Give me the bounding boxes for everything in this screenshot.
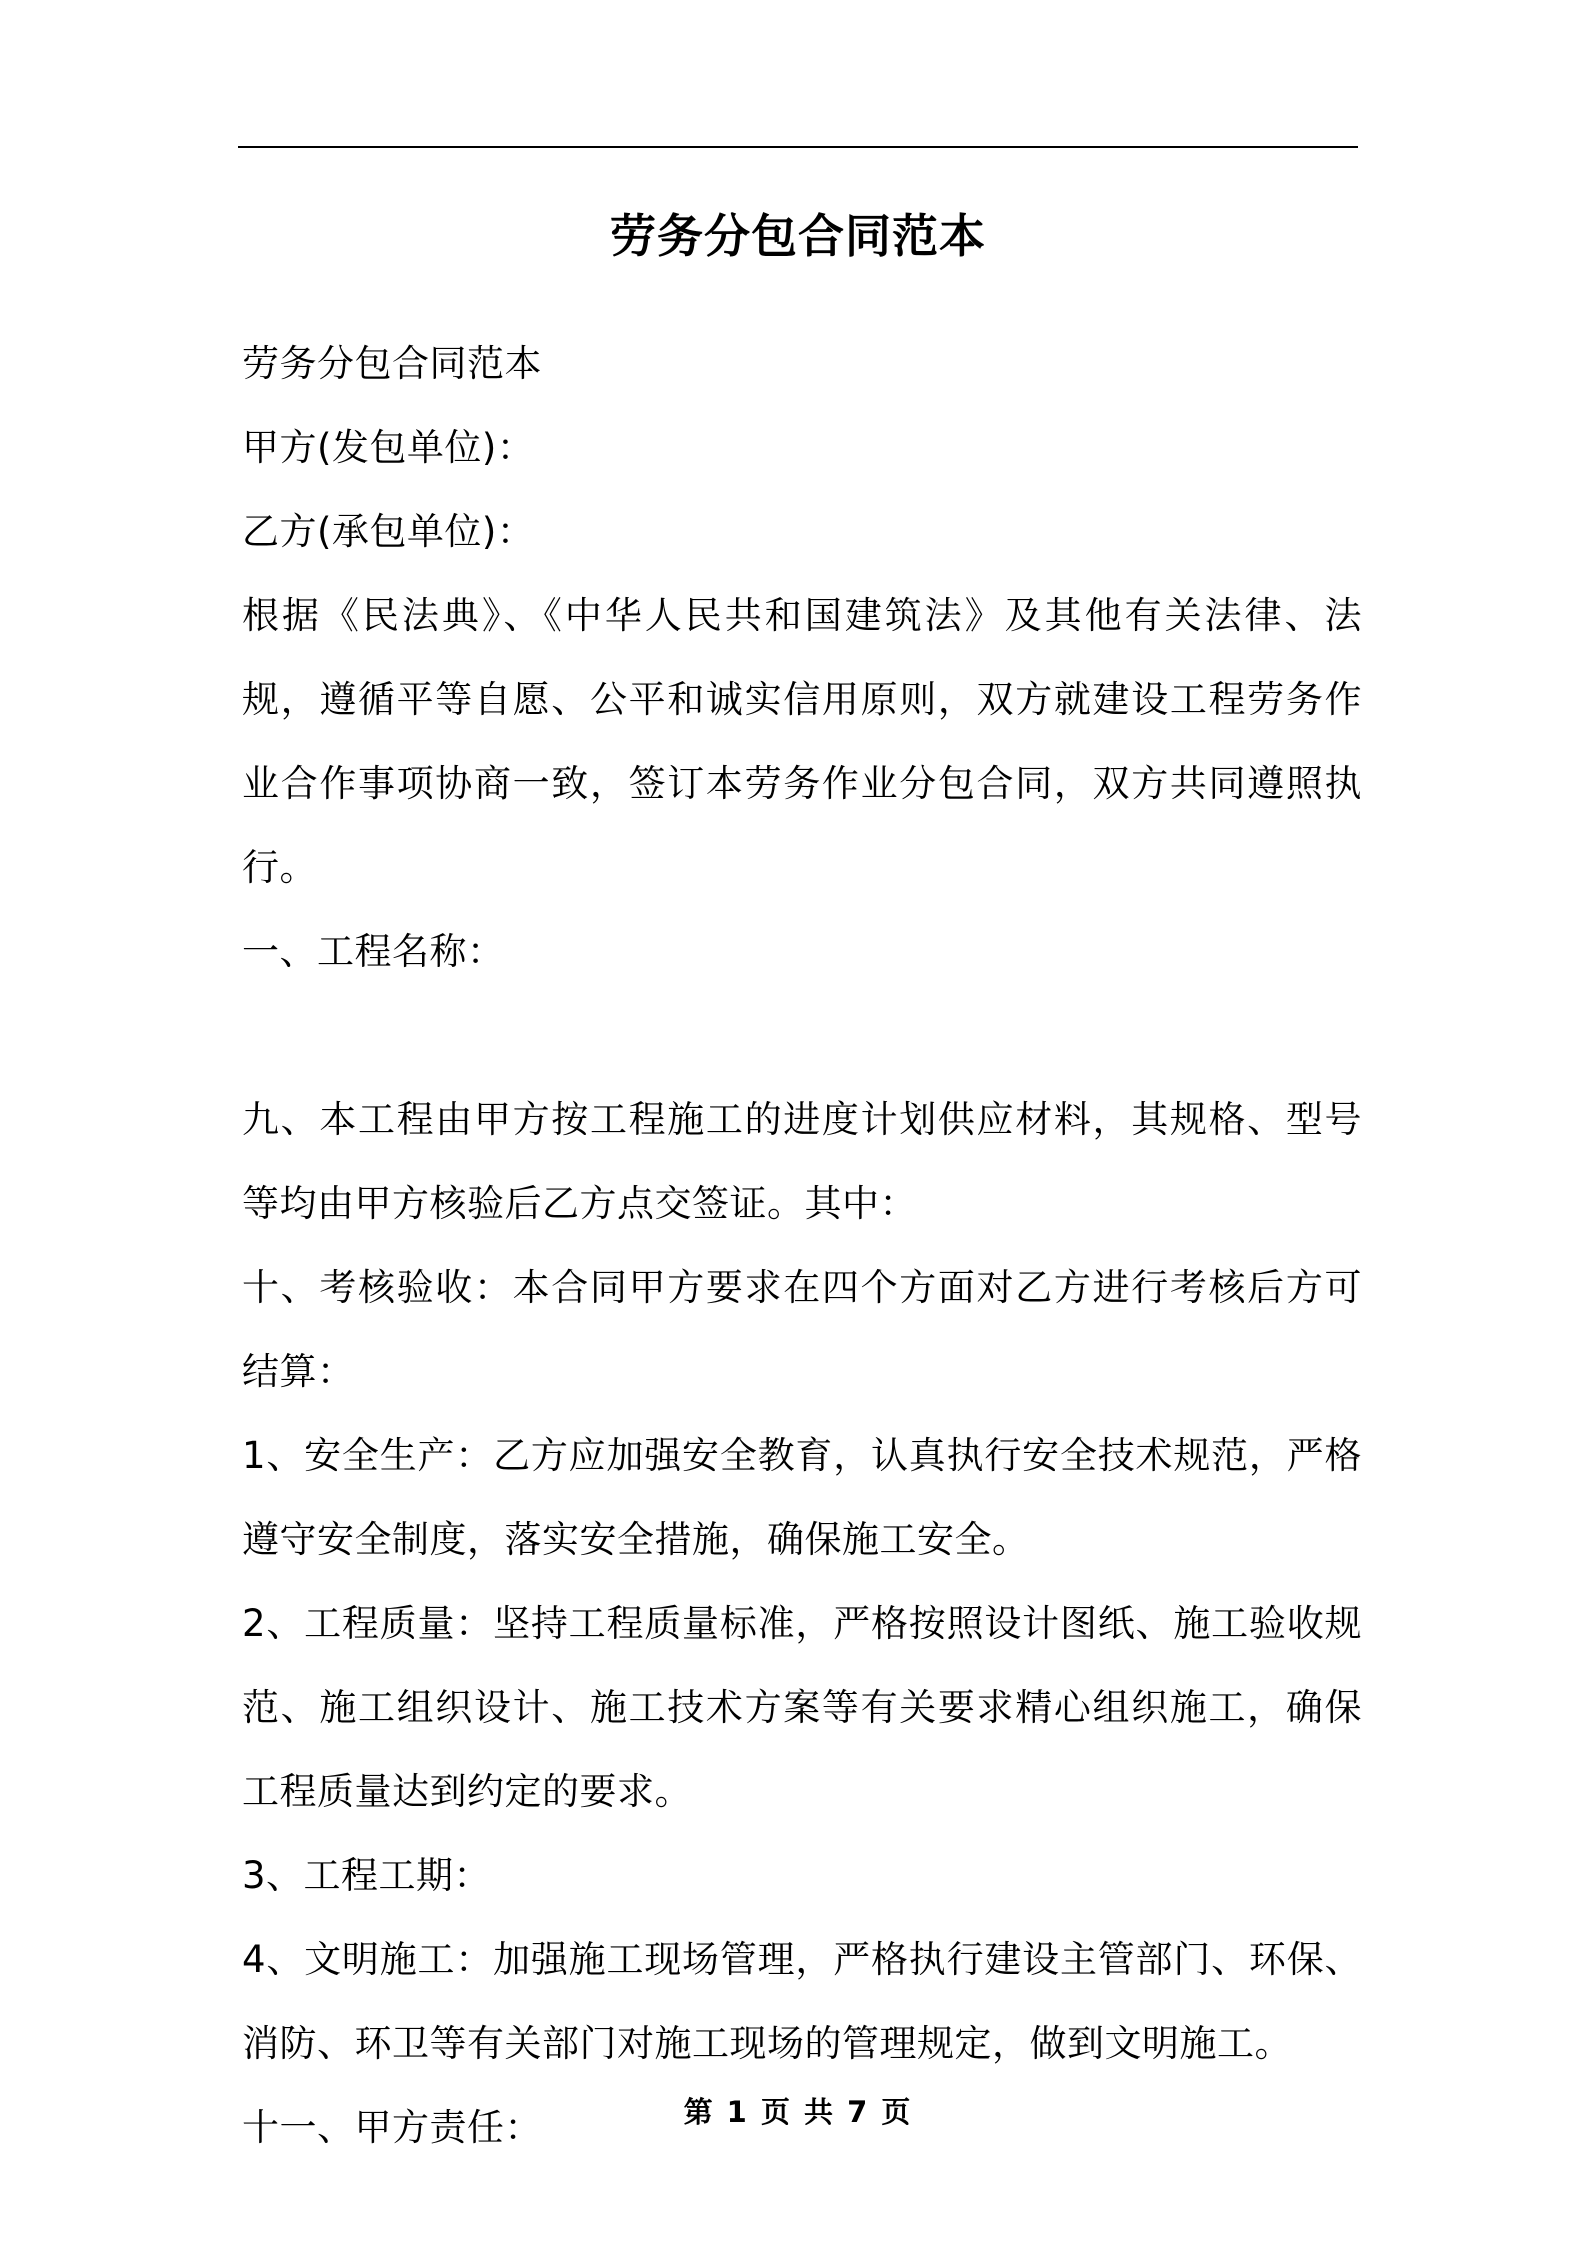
paragraph-section-11: 十一、甲方责任： bbox=[242, 2106, 542, 2149]
paragraph-section-10: 十、考核验收：本合同甲方要求在四个方面对乙方进行考核后方可结算： bbox=[242, 1266, 1362, 1393]
blank-gap bbox=[242, 994, 1362, 1078]
paragraph-subtitle: 劳务分包合同范本 bbox=[242, 342, 542, 385]
document-body bbox=[242, 322, 1362, 2170]
paragraph-section-9: 九、本工程由甲方按工程施工的进度计划供应材料，其规格、型号等均由甲方核验后乙方点交签证。其中： bbox=[242, 1098, 1362, 1225]
paragraph-preamble: 根据《民法典》、《中华人民共和国建筑法》及其他有关法律、法规，遵循平等自愿、公平和诚实信用原则，双方就建设工程劳务作业合作事项协商一致，签订本劳务作业分包合同，双方共同遵照执行。 bbox=[242, 594, 1362, 889]
paragraph-item-3-schedule: 3、工程工期： bbox=[242, 1854, 492, 1897]
paragraph-section-1: 一、工程名称： bbox=[242, 930, 505, 973]
page-number-footer: 第 1 页 共 7 页 bbox=[683, 2095, 913, 2129]
paragraph-party-a: 甲方(发包单位)： bbox=[242, 426, 535, 469]
paragraph-party-b: 乙方(承包单位)： bbox=[242, 510, 535, 553]
paragraph-item-1-safety: 1、安全生产：乙方应加强安全教育，认真执行安全技术规范，严格遵守安全制度，落实安全措施，确保施工安全。 bbox=[242, 1434, 1362, 1561]
paragraph-item-4-civilized: 4、文明施工：加强施工现场管理，严格执行建设主管部门、环保、消防、环卫等有关部门对施工现场的管理规定，做到文明施工。 bbox=[242, 1938, 1362, 2065]
paragraph-item-2-quality: 2、工程质量：坚持工程质量标准，严格按照设计图纸、施工验收规范、施工组织设计、施工技术方案等有关要求精心组织施工，确保工程质量达到约定的要求。 bbox=[242, 1602, 1362, 1813]
document-title: 劳务分包合同范本 bbox=[610, 209, 986, 263]
header-rule bbox=[238, 146, 1358, 148]
